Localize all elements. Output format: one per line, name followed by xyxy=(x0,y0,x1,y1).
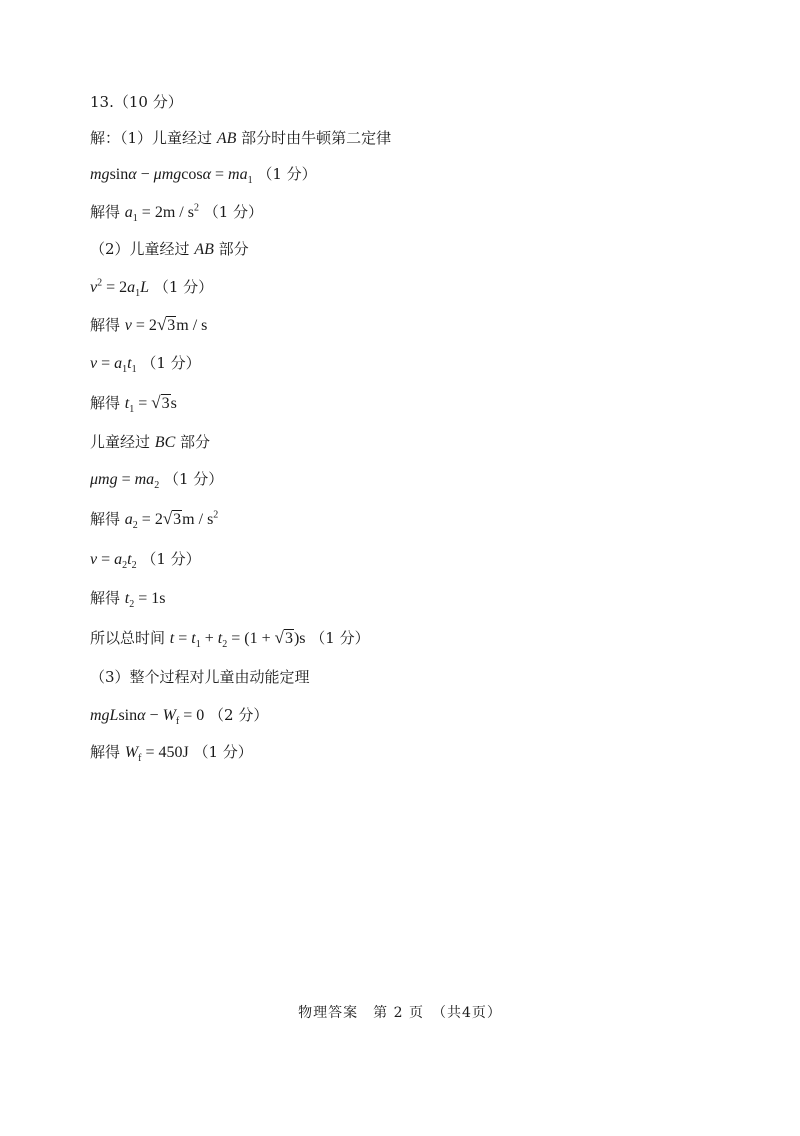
part3-heading: （3）整个过程对儿童由动能定理 xyxy=(90,668,310,686)
solve-t2-line: 解得 $t_2 = 1s$ xyxy=(90,589,166,611)
equation-friction: $\mu mg = ma_2$ （1 分） xyxy=(90,470,224,492)
equation-energy: $mgLsin\alpha - W_f = 0$ （2 分） xyxy=(90,706,269,728)
equation-v-a2t2: $v = a_2t_2$ （1 分） xyxy=(90,550,201,572)
solve-a1-line: 解得 $a_1 = 2m / s^2$ （1 分） xyxy=(90,202,264,225)
equation-newton: $mgsin\alpha - \mu mgcos\alpha = ma_1$ （1 分） xyxy=(90,165,317,187)
solve-t1-line: 解得 $t_1 = √3s$ xyxy=(90,393,177,416)
equation: $mgLsin\alpha - W_f = 0$ xyxy=(90,707,205,728)
equation: $v^2 = 2a_1L$ xyxy=(90,277,150,300)
equation: $a_1 = 2m / s^2$ xyxy=(124,202,199,225)
equation: $t_2 = 1s$ xyxy=(124,590,166,611)
equation: $v = a_2t_2$ xyxy=(90,551,137,572)
intro-line: 解：（1）儿童经过 AB 部分时由牛顿第二定律 xyxy=(90,129,392,147)
solve-a2-line: 解得 $a_2 = 2√3m / s^2$ xyxy=(90,509,219,532)
page-footer: 物理答案 第 2 页 （共4页） xyxy=(298,1005,502,1021)
equation-v-squared: $v^2 = 2a_1L$ （1 分） xyxy=(90,277,214,300)
equation: $t_1 = √3s$ xyxy=(124,393,177,416)
equation: $W_f = 450J$ xyxy=(124,744,189,765)
problem-header: 13.（10 分） xyxy=(90,93,183,111)
solve-v-line: 解得 v = 2√3m / s xyxy=(90,315,208,334)
equation-v-a1t1: $v = a_1t_1$ （1 分） xyxy=(90,354,201,376)
equation: $mgsin\alpha - \mu mgcos\alpha = ma_1$ xyxy=(90,166,253,187)
solve-wf-line: 解得 $W_f = 450J$ （1 分） xyxy=(90,743,253,765)
bc-heading: 儿童经过 BC 部分 xyxy=(90,433,211,451)
equation: $v = a_1t_1$ xyxy=(90,355,137,376)
equation: $t = t_1 + t_2 = (1 + √3)s$ xyxy=(169,628,306,651)
equation: $a_2 = 2√3m / s^2$ xyxy=(124,509,219,532)
equation: v = 2√3m / s xyxy=(124,315,208,334)
total-time-line: 所以总时间 $t = t_1 + t_2 = (1 + √3)s$ （1 分） xyxy=(90,628,370,651)
equation: $\mu mg = ma_2$ xyxy=(90,471,160,492)
part2-heading: （2）儿童经过 AB 部分 xyxy=(90,240,249,258)
